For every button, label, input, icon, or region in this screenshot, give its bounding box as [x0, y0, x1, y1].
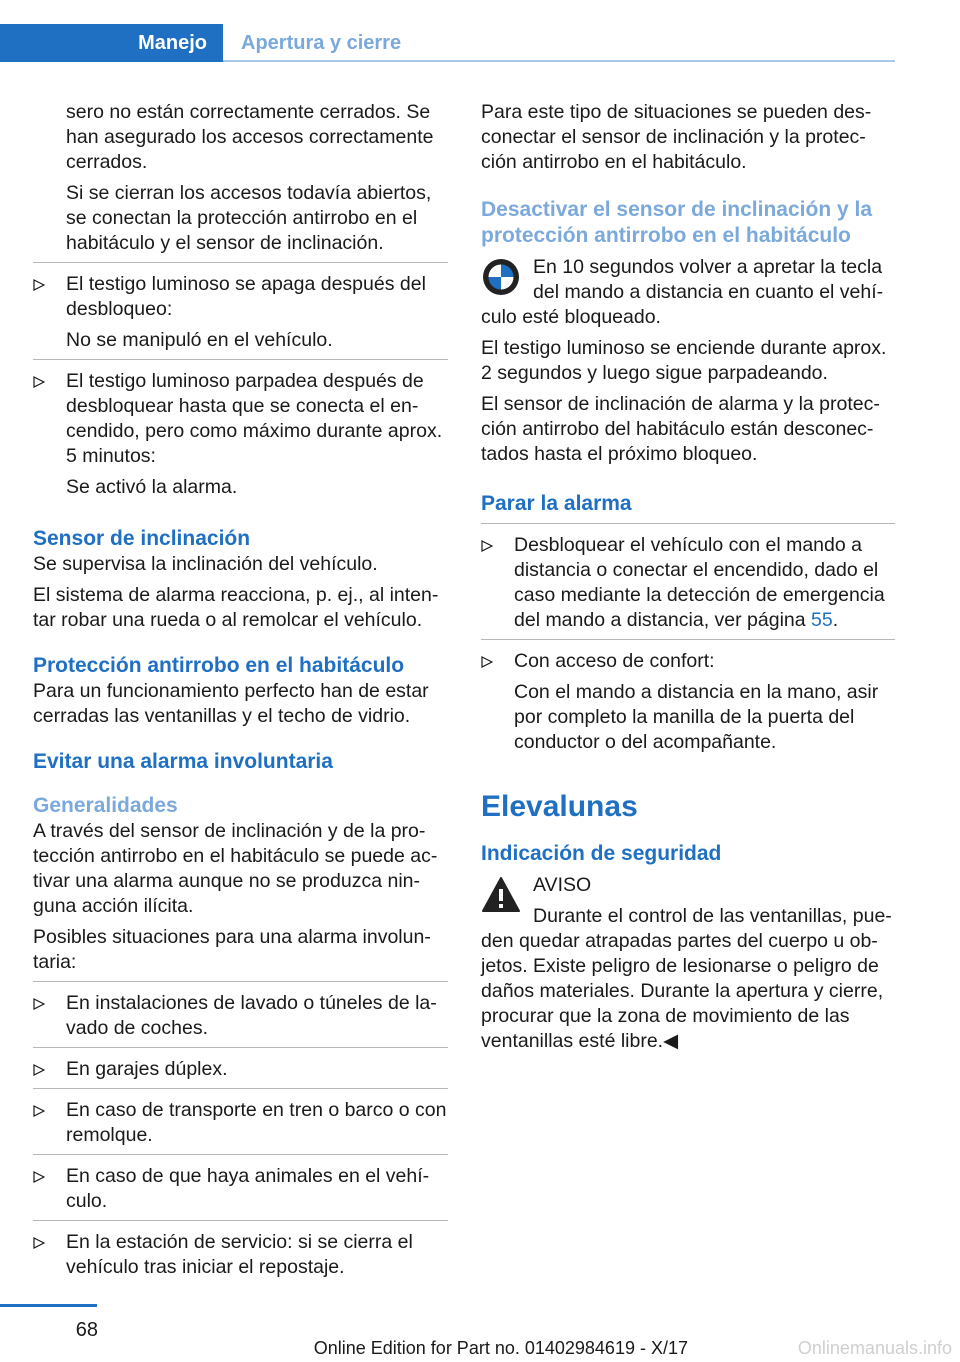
key-instruction	[481, 255, 895, 330]
divider	[33, 262, 448, 263]
list-item	[481, 533, 895, 633]
list-item	[33, 272, 448, 353]
page-header	[0, 24, 895, 62]
list-item	[33, 1164, 448, 1214]
list-item-subtext: Se activó la alarma.	[66, 476, 238, 498]
list-item-text: El testigo luminoso se apaga después del desbloqueo:	[66, 273, 426, 320]
heading-proteccion: Protección antirrobo en el habitáculo	[33, 654, 405, 677]
warning-block	[481, 873, 895, 1054]
list-item	[33, 1057, 448, 1082]
divider	[481, 639, 895, 640]
paragraph: Posibles situaciones para una alarma involun- taria:	[33, 926, 431, 973]
list-item-subtext: Con el mando a distancia en la mano, asir por completo la manilla de la puerta del conductor o del acompañante.	[514, 681, 879, 753]
heading-evitar: Evitar una alarma involuntaria	[33, 750, 333, 773]
paragraph: Si se cierran los accesos todavía abiertos, se conectan la protección antirrobo en el habitáculo y el sensor de inclinación.	[66, 182, 432, 254]
list-item-text: En instalaciones de lavado o túneles de la- vado de coches.	[66, 992, 437, 1039]
warning-title: AVISO	[533, 874, 592, 896]
left-column	[33, 100, 448, 1286]
triangle-right-icon	[33, 1237, 45, 1249]
header-rule	[223, 60, 895, 62]
list-item-text: En garajes dúplex.	[66, 1058, 228, 1080]
chapter-tab: Manejo	[0, 24, 223, 62]
divider	[33, 1047, 448, 1048]
divider	[33, 1088, 448, 1089]
heading-desactivar: Desactivar el sensor de inclinación y la protección antirrobo en el habitáculo	[481, 198, 873, 247]
list-item-text-main: Desbloquear el vehículo con el mando a distancia o conectar el encendido, dado el caso mediante la detección de emergencia del mando a distancia, ver página	[514, 534, 885, 631]
page-reference-link[interactable]: 55	[811, 609, 833, 631]
heading-parar: Parar la alarma	[481, 492, 632, 515]
paragraph: Para este tipo de situaciones se pueden des- conectar el sensor de inclinación y la protec- ción antirrobo en el habitáculo.	[481, 101, 872, 173]
list-item-text: En caso de transporte en tren o barco o con remolque.	[66, 1099, 447, 1146]
section-title: Apertura y cierre	[241, 31, 402, 54]
list-item-text: En caso de que haya animales en el vehí- culo.	[66, 1165, 430, 1212]
list-item	[33, 1098, 448, 1148]
edition-note: Online Edition for Part no. 01402984619 - X/17	[313, 1338, 688, 1358]
divider	[33, 1220, 448, 1221]
list-item-text: Con acceso de confort:	[514, 650, 715, 672]
watermark: Onlinemanuals.info	[797, 1338, 952, 1358]
heading-elevalunas: Elevalunas	[481, 790, 638, 823]
triangle-right-icon	[33, 1105, 45, 1117]
paragraph: sero no están correctamente cerrados. Se han asegurado los accesos correctamente cerrados.	[66, 101, 434, 173]
list-item-subtext: No se manipuló en el vehículo.	[66, 329, 333, 351]
footer-rule	[0, 1304, 97, 1307]
triangle-right-icon	[33, 376, 45, 388]
bmw-key-button-icon	[481, 257, 521, 297]
list-item-text: El testigo luminoso parpadea después de desbloquear hasta que se conecta el en- cendido, pero como máximo durante aprox. 5 minutos:	[66, 370, 443, 467]
divider	[33, 981, 448, 982]
list-item	[33, 369, 448, 500]
list-item-text	[514, 533, 895, 633]
right-column	[481, 100, 895, 1060]
page-number: 68	[75, 1319, 98, 1341]
triangle-right-icon	[481, 656, 493, 668]
paragraph: En 10 segundos volver a apretar la tecla del mando a distancia en cuanto el vehí- culo esté bloqueado.	[481, 256, 884, 328]
divider	[33, 359, 448, 360]
heading-generalidades: Generalidades	[33, 794, 178, 817]
divider	[481, 523, 895, 524]
heading-indicacion: Indicación de seguridad	[481, 842, 722, 865]
paragraph: El sistema de alarma reacciona, p. ej., al inten- tar robar una rueda o al remolcar el vehículo.	[33, 584, 439, 631]
list-item	[33, 1230, 448, 1280]
paragraph: El sensor de inclinación de alarma y la protec- ción antirrobo del habitáculo están desconec- tados hasta el próximo bloqueo.	[481, 393, 880, 465]
warning-triangle-icon	[481, 875, 521, 915]
list-item-text-end: .	[832, 609, 839, 631]
paragraph: Para un funcionamiento perfecto han de estar cerradas las ventanillas y el techo de vidrio.	[33, 680, 429, 727]
triangle-right-icon	[33, 1171, 45, 1183]
warning-text: Durante el control de las ventanillas, pue- den quedar atrapadas partes del cuerpo u ob- jetos. Existe peligro de lesionarse o peligro de daños materiales. Durante la apertura y cierre, procurar que la zona de movimiento de las ventanillas esté libre.◀	[481, 905, 892, 1052]
divider	[33, 1154, 448, 1155]
triangle-right-icon	[33, 279, 45, 291]
paragraph: El testigo luminoso se enciende durante aprox. 2 segundos y luego sigue parpadeando.	[481, 337, 887, 384]
paragraph: Se supervisa la inclinación del vehículo.	[33, 553, 378, 575]
heading-sensor: Sensor de inclinación	[33, 527, 251, 550]
paragraph: A través del sensor de inclinación y de la pro- tección antirrobo en el habitáculo se puede ac- tivar una alarma aunque no se produzca nin- guna acción ilícita.	[33, 820, 438, 917]
triangle-right-icon	[481, 540, 493, 552]
triangle-right-icon	[33, 998, 45, 1010]
triangle-right-icon	[33, 1064, 45, 1076]
list-item-text: En la estación de servicio: si se cierra el vehículo tras iniciar el repostaje.	[66, 1231, 413, 1278]
list-item	[481, 649, 895, 755]
list-item	[33, 991, 448, 1041]
